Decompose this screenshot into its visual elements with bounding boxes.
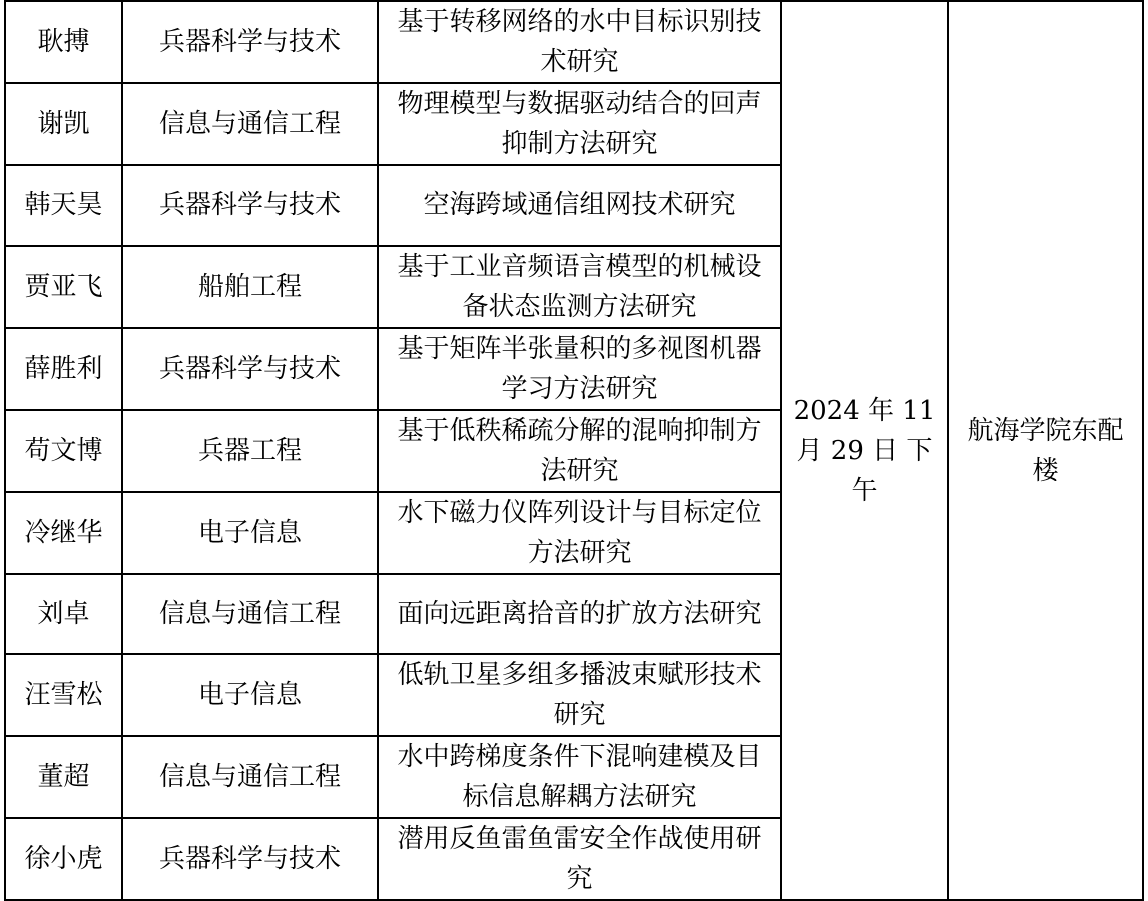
thesis-topic-cell: 基于矩阵半张量积的多视图机器学习方法研究 [378, 328, 781, 410]
major-cell: 信息与通信工程 [122, 83, 378, 165]
table-body [5, 1, 1143, 900]
major-cell: 兵器科学与技术 [122, 818, 378, 900]
defense-schedule-table [4, 0, 1144, 901]
major-cell: 信息与通信工程 [122, 574, 378, 655]
table-row [5, 1, 1143, 83]
major-cell: 兵器科学与技术 [122, 1, 378, 83]
student-name-cell: 苟文博 [5, 410, 122, 492]
thesis-topic-cell: 面向远距离拾音的扩放方法研究 [378, 574, 781, 655]
major-cell: 兵器工程 [122, 410, 378, 492]
thesis-topic-cell: 低轨卫星多组多播波束赋形技术研究 [378, 654, 781, 736]
thesis-topic-cell: 水下磁力仪阵列设计与目标定位方法研究 [378, 492, 781, 574]
thesis-topic-cell: 水中跨梯度条件下混响建模及目标信息解耦方法研究 [378, 736, 781, 818]
defense-date-cell: 2024 年 11 月 29 日 下午 [781, 1, 948, 900]
student-name-cell: 汪雪松 [5, 654, 122, 736]
student-name-cell: 贾亚飞 [5, 246, 122, 328]
major-cell: 兵器科学与技术 [122, 165, 378, 246]
student-name-cell: 韩天昊 [5, 165, 122, 246]
student-name-cell: 谢凯 [5, 83, 122, 165]
student-name-cell: 冷继华 [5, 492, 122, 574]
major-cell: 电子信息 [122, 492, 378, 574]
major-cell: 兵器科学与技术 [122, 328, 378, 410]
student-name-cell: 耿搏 [5, 1, 122, 83]
thesis-topic-cell: 物理模型与数据驱动结合的回声抑制方法研究 [378, 83, 781, 165]
major-cell: 船舶工程 [122, 246, 378, 328]
thesis-topic-cell: 空海跨域通信组网技术研究 [378, 165, 781, 246]
major-cell: 电子信息 [122, 654, 378, 736]
student-name-cell: 薛胜利 [5, 328, 122, 410]
student-name-cell: 董超 [5, 736, 122, 818]
thesis-topic-cell: 潜用反鱼雷鱼雷安全作战使用研究 [378, 818, 781, 900]
major-cell: 信息与通信工程 [122, 736, 378, 818]
student-name-cell: 徐小虎 [5, 818, 122, 900]
defense-location-cell: 航海学院东配楼 [948, 1, 1143, 900]
thesis-topic-cell: 基于低秩稀疏分解的混响抑制方法研究 [378, 410, 781, 492]
thesis-topic-cell: 基于转移网络的水中目标识别技术研究 [378, 1, 781, 83]
student-name-cell: 刘卓 [5, 574, 122, 655]
thesis-topic-cell: 基于工业音频语言模型的机械设备状态监测方法研究 [378, 246, 781, 328]
